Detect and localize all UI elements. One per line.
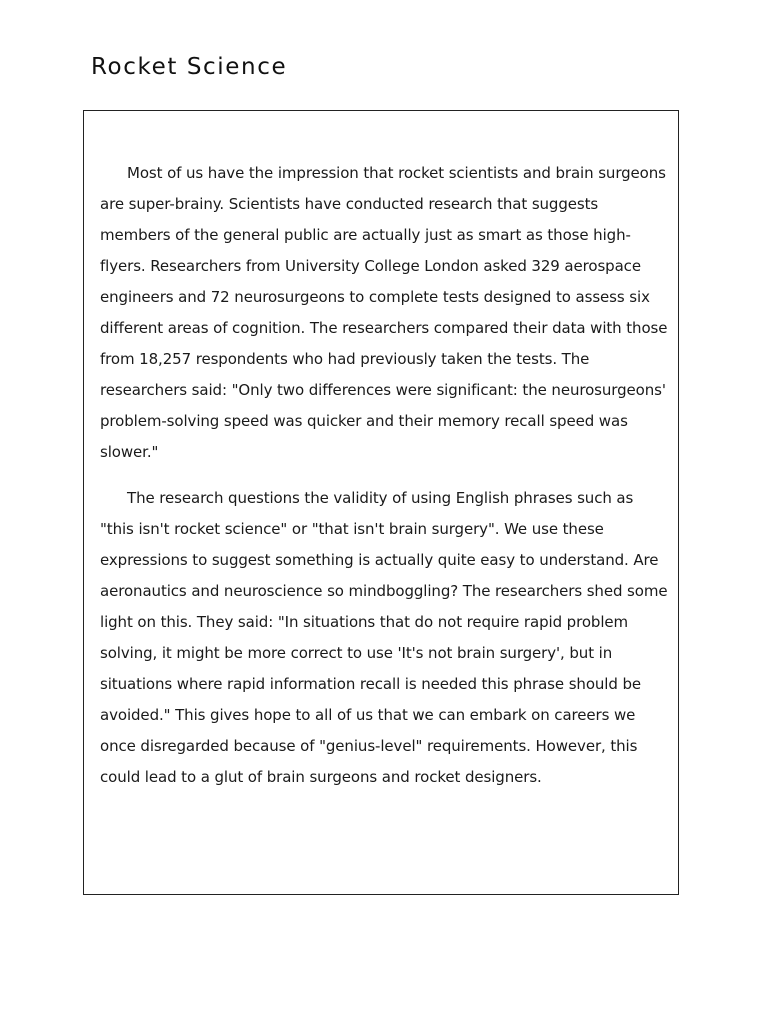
paragraph-2: The research questions the validity of using English phrases such as "this isn't rocket science" or "that isn't brain surgery". We use these expressions to suggest something is actually quite easy to understand. Are aeronautics and neuroscience so mindboggling? The researchers shed some light on this. They said: "In situations that do not require rapid problem solving, it might be more correct to use 'It's not brain surgery', but in situations where rapid information recall is needed this phrase should be avoided." This gives hope to all of us that we can embark on careers we once disregarded because of "genius-level" requirements. However, this could lead to a glut of brain surgeons and rocket designers. [100, 489, 668, 786]
article-body [100, 158, 670, 808]
article-box [83, 110, 679, 895]
page-title: Rocket Science [91, 54, 288, 80]
paragraph-1: Most of us have the impression that rocket scientists and brain surgeons are super-brainy. Scientists have conducted research that suggests members of the general public are actually just as smart as those high-flyers. Researchers from University College London asked 329 aerospace engineers and 72 neurosurgeons to complete tests designed to assess six different areas of cognition. The researchers compared their data with those from 18,257 respondents who had previously taken the tests. The researchers said: "Only two differences were significant: the neurosurgeons' problem-solving speed was quicker and their memory recall speed was slower." [100, 164, 668, 461]
